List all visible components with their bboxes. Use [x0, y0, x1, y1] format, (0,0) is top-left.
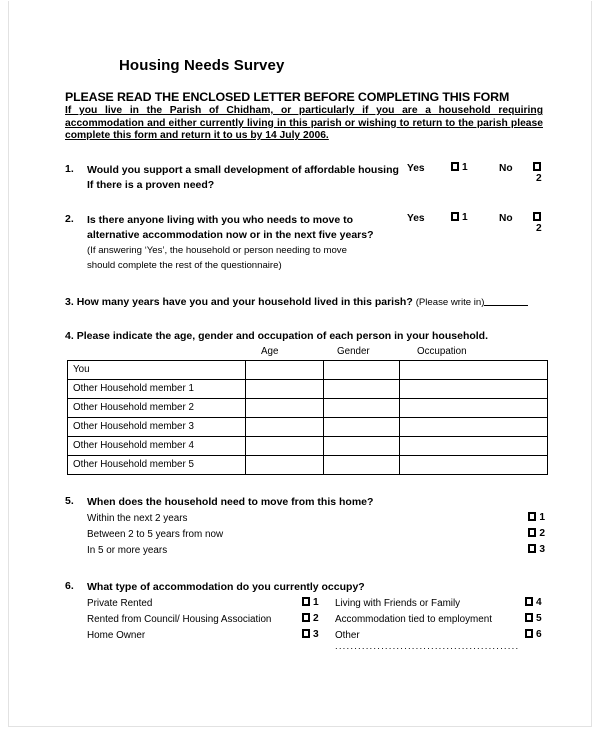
checkbox-icon[interactable] [451, 162, 459, 171]
option-number-left: 1 [313, 596, 319, 608]
option-row [87, 628, 545, 652]
question-1-no-option[interactable] [533, 162, 547, 184]
checkbox-icon[interactable] [525, 597, 533, 606]
page-sheet [8, 1, 592, 727]
cell-gender[interactable] [324, 455, 400, 474]
row-label: Other Household member 4 [68, 436, 246, 455]
cell-gender[interactable] [324, 417, 400, 436]
question-1-yes-label: Yes [407, 162, 425, 174]
checkbox-icon[interactable] [302, 597, 310, 606]
row-label: Other Household member 3 [68, 417, 246, 436]
cell-occupation[interactable] [400, 455, 548, 474]
table-row [68, 379, 548, 398]
cell-occupation[interactable] [400, 379, 548, 398]
notice-headline: PLEASE READ THE ENCLOSED LETTER BEFORE COMPLETING THIS FORM [65, 90, 510, 104]
notice-body-text: If you live in the Parish of Chidham, or particularly if you are a household requiring accommodation and either currently living in this parish or wishing to return to the parish please complete this form and return it to us by 14 July 2006. [65, 105, 543, 142]
household-table-headers [65, 346, 523, 360]
question-1 [65, 163, 541, 193]
question-1-answers [407, 161, 547, 184]
option-label-right: Living with Friends or Family [335, 597, 461, 609]
option-row[interactable] [87, 544, 545, 560]
cell-occupation[interactable] [400, 436, 548, 455]
checkbox-icon[interactable] [528, 512, 536, 521]
option-number-left: 3 [313, 628, 319, 640]
option-checkbox-left[interactable] [302, 597, 319, 608]
question-5 [65, 494, 545, 560]
cell-age[interactable] [246, 360, 324, 379]
option-label: In 5 or more years [87, 544, 168, 556]
checkbox-icon[interactable] [528, 544, 536, 553]
cell-gender[interactable] [324, 379, 400, 398]
option-checkbox[interactable] [528, 512, 545, 523]
option-row[interactable] [87, 512, 545, 528]
question-6 [65, 579, 542, 652]
table-row [68, 436, 548, 455]
cell-occupation[interactable] [400, 360, 548, 379]
option-row[interactable] [87, 528, 545, 544]
question-2-yes-number: 1 [462, 211, 468, 223]
question-6-text: What type of accommodation do you currently occupy? [87, 580, 365, 593]
table-row [68, 417, 548, 436]
option-number-left: 2 [313, 612, 319, 624]
option-checkbox[interactable] [528, 528, 545, 539]
question-2-yes-label: Yes [407, 212, 425, 224]
option-checkbox-left[interactable] [302, 629, 319, 640]
cell-occupation[interactable] [400, 398, 548, 417]
question-6-number: 6. [65, 579, 74, 592]
question-3 [65, 295, 541, 308]
checkbox-icon[interactable] [451, 212, 459, 221]
cell-age[interactable] [246, 379, 324, 398]
option-checkbox-right[interactable] [525, 629, 542, 640]
question-1-number: 1. [65, 162, 74, 175]
question-1-no-number: 2 [536, 172, 542, 184]
column-header-age: Age [261, 345, 279, 357]
row-label: Other Household member 2 [68, 398, 246, 417]
row-label: Other Household member 5 [68, 455, 246, 474]
option-label-left: Private Rented [87, 597, 153, 609]
question-6-body [87, 580, 542, 652]
column-header-gender: Gender [337, 345, 370, 357]
question-2-number: 2. [65, 212, 74, 225]
checkbox-icon[interactable] [302, 629, 310, 638]
question-3-hint: (Please write in) [415, 296, 485, 308]
option-row [87, 613, 545, 629]
question-4-text: Please indicate the age, gender and occupation of each person in your household. [76, 329, 489, 342]
form-content [65, 51, 545, 652]
column-header-occupation: Occupation [417, 345, 467, 357]
cell-age[interactable] [246, 417, 324, 436]
question-3-input[interactable] [484, 295, 528, 306]
option-checkbox-right[interactable] [525, 597, 542, 608]
question-3-number: 3. [65, 295, 74, 308]
cell-gender[interactable] [324, 436, 400, 455]
option-checkbox-left[interactable] [302, 613, 319, 624]
notice-body [65, 105, 543, 143]
question-2-note2: should complete the rest of the questionnaire) [87, 259, 282, 271]
option-number-right: 6 [536, 628, 542, 640]
option-label-other: Other [335, 629, 360, 641]
option-number: 2 [539, 527, 545, 539]
checkbox-icon[interactable] [525, 629, 533, 638]
option-label: Within the next 2 years [87, 512, 188, 524]
option-label-right: Accommodation tied to employment [335, 613, 492, 625]
option-number: 3 [539, 543, 545, 555]
row-label: You [68, 360, 246, 379]
cell-age[interactable] [246, 398, 324, 417]
checkbox-icon[interactable] [525, 613, 533, 622]
question-2-no-option[interactable] [533, 212, 547, 234]
checkbox-icon[interactable] [533, 212, 541, 221]
checkbox-icon[interactable] [533, 162, 541, 171]
question-1-line1: Would you support a small development of affordable housing [87, 163, 399, 176]
question-5-number: 5. [65, 494, 74, 507]
checkbox-icon[interactable] [528, 528, 536, 537]
table-row [68, 398, 548, 417]
question-5-text: When does the household need to move from this home? [87, 495, 374, 508]
question-1-yes-number: 1 [462, 161, 468, 173]
option-number: 1 [539, 511, 545, 523]
household-table [67, 360, 548, 475]
cell-age[interactable] [246, 436, 324, 455]
option-label-left: Rented from Council/ Housing Association [87, 613, 272, 625]
question-3-text: How many years have you and your household lived in this parish? [76, 295, 413, 308]
option-label-left: Home Owner [87, 629, 146, 641]
question-6-options [87, 596, 545, 652]
cell-gender[interactable] [324, 398, 400, 417]
page-title: Housing Needs Survey [119, 57, 285, 74]
cell-occupation[interactable] [400, 417, 548, 436]
question-2-answers [407, 211, 547, 234]
question-2-line2: alternative accommodation now or in the next five years? [87, 228, 374, 241]
cell-age[interactable] [246, 455, 324, 474]
household-table-wrap [65, 346, 523, 475]
question-2-note1: (If answering ‘Yes’, the household or person needing to move [87, 244, 347, 256]
option-label-right [335, 630, 545, 652]
table-row [68, 360, 548, 379]
row-label: Other Household member 1 [68, 379, 246, 398]
question-1-no-label: No [499, 162, 513, 174]
question-5-options [87, 512, 545, 560]
question-2 [65, 213, 541, 273]
question-2-no-label: No [499, 212, 513, 224]
table-row [68, 455, 548, 474]
option-row [87, 597, 545, 613]
question-2-yes-option[interactable] [451, 212, 468, 223]
question-1-line2: If there is a proven need? [87, 178, 215, 191]
option-number-right: 5 [536, 612, 542, 624]
notice-block [65, 90, 541, 143]
question-2-no-number: 2 [536, 222, 542, 234]
cell-gender[interactable] [324, 360, 400, 379]
question-1-yes-option[interactable] [451, 162, 468, 173]
option-checkbox[interactable] [528, 544, 545, 555]
option-label: Between 2 to 5 years from now [87, 528, 224, 540]
question-5-body [87, 495, 545, 560]
question-4 [65, 330, 541, 342]
question-2-line1: Is there anyone living with you who needs to move to [87, 213, 354, 226]
checkbox-icon[interactable] [302, 613, 310, 622]
option-number-right: 4 [536, 596, 542, 608]
option-checkbox-right[interactable] [525, 613, 542, 624]
question-4-number: 4. [65, 329, 74, 342]
other-write-in-line[interactable]: ................................................ [335, 640, 520, 652]
